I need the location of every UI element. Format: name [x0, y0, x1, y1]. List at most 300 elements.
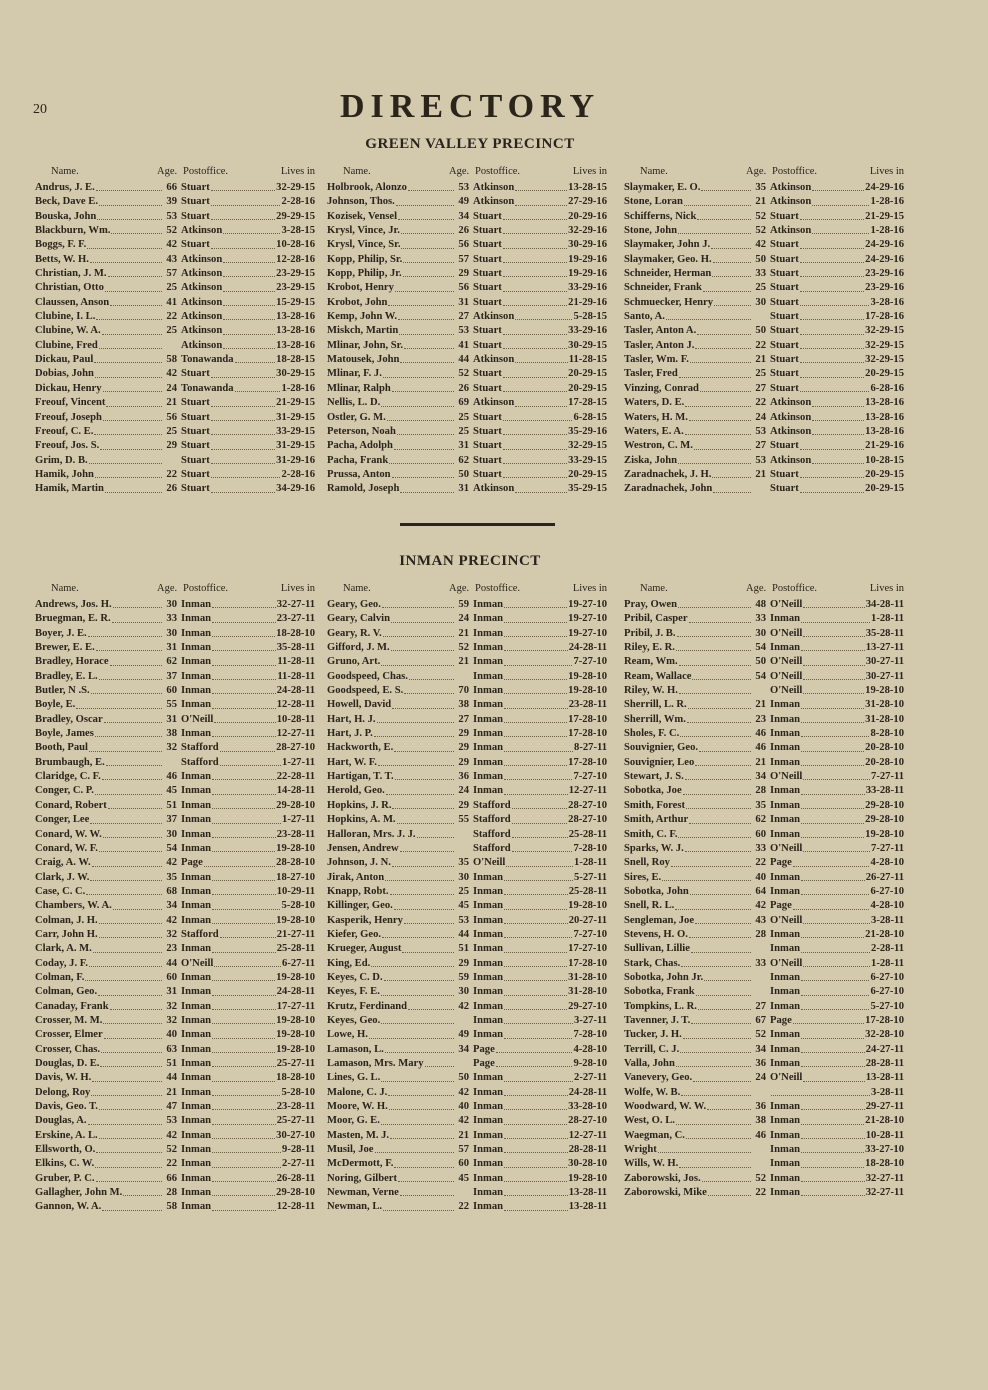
- entry-postoffice: Page: [770, 1014, 792, 1026]
- entry-postoffice: Inman: [770, 642, 801, 654]
- name-age: [624, 914, 766, 928]
- entry-postoffice: Stuart: [770, 239, 799, 251]
- entry-age: 53: [166, 210, 177, 222]
- name-age: [624, 339, 766, 353]
- entry-postoffice: Inman: [770, 1115, 801, 1127]
- postoffice-lives: [177, 871, 315, 885]
- entry-postoffice: O'Neill: [770, 670, 803, 682]
- entry-age: [455, 670, 469, 684]
- directory-entry: [35, 741, 315, 755]
- postoffice-lives: [766, 928, 904, 942]
- name-age: [35, 842, 177, 856]
- dot-leader: [395, 281, 454, 291]
- directory-entry: [35, 1100, 315, 1114]
- directory-entry: [35, 670, 315, 684]
- entry-lives-in: 13-28-11: [568, 1187, 607, 1199]
- entry-lives-in: 32-27-11: [865, 1172, 904, 1184]
- dot-leader: [392, 698, 454, 708]
- header-name: Name.: [51, 583, 79, 594]
- name-age: [327, 1157, 469, 1171]
- entry-name: Brewer, E. E.: [35, 642, 95, 654]
- entry-postoffice: Inman: [181, 1201, 212, 1213]
- directory-entry: [327, 655, 607, 669]
- dot-leader: [712, 267, 751, 277]
- name-age: [35, 756, 177, 770]
- name-age: [327, 1057, 469, 1071]
- entry-name: Colman, F.: [35, 971, 85, 983]
- dot-leader: [683, 784, 751, 794]
- postoffice-lives: [177, 468, 315, 482]
- entry-postoffice: Inman: [473, 1144, 504, 1156]
- entry-postoffice: Inman: [473, 642, 504, 654]
- name-age: [35, 899, 177, 913]
- entry-lives-in: 17-28-10: [568, 957, 607, 969]
- directory-entry: [35, 281, 315, 295]
- dot-leader: [110, 1000, 162, 1010]
- dot-leader: [392, 468, 454, 478]
- directory-entry: [624, 296, 904, 310]
- entry-name: West, O. L.: [624, 1115, 675, 1127]
- entry-postoffice: Atkinson: [181, 225, 223, 237]
- dot-leader: [803, 684, 864, 694]
- directory-entry: [624, 1157, 904, 1171]
- entry-name: Mlinar, John, Sr.: [327, 339, 404, 351]
- dot-leader: [211, 367, 275, 377]
- entry-age: 38: [458, 699, 469, 711]
- postoffice-lives: [469, 842, 607, 856]
- dot-leader: [212, 655, 276, 665]
- dot-leader: [707, 1100, 751, 1110]
- entry-age: 38: [166, 728, 177, 740]
- name-age: [327, 1129, 469, 1143]
- header-age: Age.: [449, 166, 470, 177]
- entry-name: Bruegman, E. R.: [35, 613, 111, 625]
- dot-leader: [212, 871, 275, 881]
- postoffice-lives: [177, 482, 315, 496]
- dot-leader: [212, 942, 276, 952]
- section-title-inman: INMAN PRECINCT: [399, 553, 541, 569]
- entry-name: Schmuecker, Henry: [624, 296, 714, 308]
- directory-entry: [35, 411, 315, 425]
- dot-leader: [504, 698, 568, 708]
- entry-postoffice: Inman: [181, 1072, 212, 1084]
- entry-name: Case, C. C.: [35, 885, 86, 897]
- entry-age: [752, 971, 766, 985]
- entry-age: 53: [458, 325, 469, 337]
- name-age: [327, 195, 469, 209]
- entry-postoffice: Stuart: [770, 468, 799, 480]
- entry-name: Geary, R. V.: [327, 627, 382, 639]
- dot-leader: [695, 914, 751, 924]
- entry-lives-in: 19-28-10: [276, 971, 315, 983]
- dot-leader: [212, 770, 276, 780]
- header-postoffice: Postoffice.: [183, 166, 229, 177]
- entry-lives-in: 31-29-16: [276, 454, 315, 466]
- directory-entry: [624, 482, 904, 496]
- directory-entry: [35, 756, 315, 770]
- dot-leader: [404, 914, 454, 924]
- dot-leader: [90, 253, 162, 263]
- directory-entry: [624, 439, 904, 453]
- dot-leader: [220, 928, 276, 938]
- directory-entry: [327, 799, 607, 813]
- dot-leader: [390, 885, 454, 895]
- entry-postoffice: Inman: [770, 1058, 801, 1069]
- postoffice-lives: [766, 224, 904, 238]
- entry-postoffice: Inman: [473, 1129, 504, 1141]
- name-age: [35, 828, 177, 842]
- entry-name: Moor, G. E.: [327, 1115, 380, 1127]
- entry-lives-in: 17-28-10: [568, 728, 607, 740]
- dot-leader: [515, 310, 572, 320]
- entry-postoffice: Inman: [181, 842, 212, 854]
- entry-age: 41: [458, 339, 469, 351]
- entry-name: Grim, D. B.: [35, 454, 88, 466]
- entry-age: 60: [458, 1158, 469, 1170]
- name-age: [327, 856, 469, 870]
- dot-leader: [800, 439, 864, 449]
- dot-leader: [504, 1157, 567, 1167]
- dot-leader: [104, 713, 162, 723]
- dot-leader: [503, 296, 567, 306]
- name-age: [35, 1071, 177, 1085]
- name-age: [35, 324, 177, 338]
- postoffice-lives: [766, 1086, 904, 1100]
- entry-name: Ramold, Joseph: [327, 483, 400, 495]
- dot-leader: [801, 1129, 865, 1139]
- entry-age: 25: [755, 368, 766, 380]
- name-age: [327, 425, 469, 439]
- directory-entry: [327, 425, 607, 439]
- name-age: [35, 339, 177, 353]
- dot-leader: [113, 598, 162, 608]
- dot-leader: [223, 324, 275, 334]
- entry-name: Coday, J. F.: [35, 957, 88, 969]
- dot-leader: [101, 1043, 162, 1053]
- dot-leader: [691, 1014, 751, 1024]
- dot-leader: [99, 914, 162, 924]
- dot-leader: [212, 985, 276, 995]
- header-name: Name.: [51, 166, 79, 177]
- entry-postoffice: Inman: [770, 785, 801, 797]
- entry-postoffice: Atkinson: [473, 483, 515, 495]
- entry-name: Crosser, Chas.: [35, 1043, 101, 1055]
- entry-age: 37: [166, 670, 177, 682]
- postoffice-lives: [177, 670, 315, 684]
- entry-age: 45: [458, 1172, 469, 1184]
- dot-leader: [803, 770, 870, 780]
- entry-lives-in: 17-27-11: [276, 1000, 315, 1012]
- entry-postoffice: Stuart: [181, 468, 210, 480]
- directory-entry: [35, 353, 315, 367]
- directory-entry: [35, 238, 315, 252]
- dot-leader: [503, 253, 567, 263]
- dot-leader: [801, 942, 870, 952]
- page-title: DIRECTORY: [340, 88, 600, 125]
- entry-lives-in: 11-28-11: [277, 670, 315, 682]
- directory-entry: [624, 799, 904, 813]
- directory-entry: [327, 310, 607, 324]
- postoffice-lives: [469, 684, 607, 698]
- dot-leader: [392, 382, 454, 392]
- entry-age: 52: [755, 225, 766, 237]
- header-postoffice: Postoffice.: [475, 166, 521, 177]
- entry-lives-in: 32-29-15: [568, 440, 607, 452]
- dot-leader: [88, 627, 162, 637]
- directory-entry: [624, 411, 904, 425]
- entry-lives-in: 18-28-15: [276, 354, 315, 366]
- postoffice-lives: [469, 727, 607, 741]
- entry-age: 40: [458, 1101, 469, 1113]
- postoffice-lives: [177, 756, 315, 770]
- dot-leader: [91, 684, 162, 694]
- dot-leader: [235, 382, 281, 392]
- entry-age: 25: [166, 282, 177, 294]
- dot-leader: [801, 828, 864, 838]
- dot-leader: [699, 741, 751, 751]
- entry-postoffice: Stuart: [770, 296, 799, 308]
- entry-age: 22: [755, 1187, 766, 1199]
- entry-lives-in: 20-29-15: [865, 468, 904, 480]
- dot-leader: [800, 353, 864, 363]
- entry-lives-in: 28-28-11: [865, 1058, 904, 1069]
- dot-leader: [689, 612, 751, 622]
- entry-name: Dobias, John: [35, 368, 94, 380]
- entry-age: 54: [755, 670, 766, 682]
- entry-name: Elkins, C. W.: [35, 1158, 95, 1170]
- entry-name: Hamik, John: [35, 468, 94, 480]
- entry-postoffice: Stafford: [181, 756, 219, 768]
- entry-postoffice: Stuart: [473, 268, 502, 280]
- directory-entry: [327, 928, 607, 942]
- dot-leader: [771, 1086, 870, 1096]
- entry-name: Sengleman, Joe: [624, 914, 695, 926]
- entry-lives-in: 28-28-10: [276, 857, 315, 869]
- name-age: [35, 1014, 177, 1028]
- dot-leader: [212, 1114, 276, 1124]
- postoffice-lives: [177, 1129, 315, 1143]
- name-age: [327, 210, 469, 224]
- dot-leader: [704, 971, 751, 981]
- dot-leader: [212, 1057, 276, 1067]
- postoffice-lives: [177, 885, 315, 899]
- entry-postoffice: Inman: [181, 871, 212, 883]
- name-age: [624, 727, 766, 741]
- directory-entry: [327, 1100, 607, 1114]
- dot-leader: [803, 598, 864, 608]
- name-age: [327, 828, 469, 842]
- entry-name: Vanevery, Geo.: [624, 1072, 693, 1084]
- entry-postoffice: Inman: [770, 986, 801, 998]
- directory-entry: [35, 1057, 315, 1071]
- entry-age: 70: [458, 685, 469, 697]
- entry-lives-in: 5-27-10: [870, 1000, 904, 1012]
- dot-leader: [683, 1028, 751, 1038]
- dot-leader: [800, 267, 864, 277]
- entry-age: 59: [458, 971, 469, 983]
- dot-leader: [801, 985, 869, 995]
- entry-lives-in: 10-28-11: [865, 1129, 904, 1141]
- directory-entry: [35, 324, 315, 338]
- name-age: [624, 770, 766, 784]
- entry-postoffice: Inman: [473, 613, 504, 625]
- dot-leader: [515, 396, 567, 406]
- entry-name: Andrus, J. E.: [35, 182, 95, 193]
- entry-age: 28: [755, 785, 766, 797]
- dot-leader: [678, 598, 751, 608]
- name-age: [327, 914, 469, 928]
- postoffice-lives: [766, 828, 904, 842]
- entry-postoffice: Inman: [473, 957, 504, 969]
- entry-age: 31: [458, 296, 469, 308]
- dot-leader: [97, 210, 162, 220]
- dot-leader: [392, 799, 454, 809]
- entry-lives-in: 33-29-15: [568, 454, 607, 466]
- entry-name: Tasler, Fred: [624, 368, 678, 380]
- name-age: [624, 627, 766, 641]
- entry-age: 28: [755, 928, 766, 940]
- dot-leader: [690, 885, 751, 895]
- entry-postoffice: Stuart: [473, 425, 502, 437]
- entry-lives-in: 29-28-10: [276, 1187, 315, 1199]
- postoffice-lives: [469, 1071, 607, 1085]
- entry-postoffice: Stuart: [181, 454, 210, 466]
- dot-leader: [504, 1129, 568, 1139]
- dot-leader: [812, 425, 864, 435]
- entry-postoffice: O'Neill: [770, 957, 803, 969]
- name-age: [624, 598, 766, 612]
- entry-age: 32: [166, 1000, 177, 1012]
- directory-column: [35, 583, 315, 1215]
- entry-age: 32: [166, 1014, 177, 1026]
- dot-leader: [212, 627, 275, 637]
- entry-lives-in: 17-28-16: [865, 311, 904, 323]
- dot-leader: [95, 727, 162, 737]
- entry-age: 24: [755, 1072, 766, 1084]
- entry-postoffice: Page: [181, 857, 203, 869]
- entry-age: 46: [166, 771, 177, 783]
- dot-leader: [685, 770, 751, 780]
- dot-leader: [385, 871, 454, 881]
- directory-entry: [624, 871, 904, 885]
- entry-lives-in: 1-28-16: [870, 196, 904, 208]
- entry-lives-in: 20-29-15: [865, 368, 904, 380]
- postoffice-lives: [766, 627, 904, 641]
- entry-age: 42: [755, 900, 766, 912]
- dot-leader: [96, 641, 162, 651]
- postoffice-lives: [469, 310, 607, 324]
- name-age: [327, 1014, 469, 1028]
- entry-age: 42: [166, 1129, 177, 1141]
- dot-leader: [803, 957, 870, 967]
- entry-name: Sullivan, Lillie: [624, 943, 690, 955]
- dot-leader: [214, 957, 281, 967]
- postoffice-lives: [177, 253, 315, 267]
- entry-lives-in: 29-29-15: [276, 210, 315, 222]
- entry-name: Ream, Wm.: [624, 656, 678, 668]
- dot-leader: [812, 195, 869, 205]
- header-lives-in: Lives in: [572, 166, 607, 177]
- directory-entry: [35, 367, 315, 381]
- header-postoffice: Postoffice.: [475, 583, 521, 594]
- entry-postoffice: Inman: [473, 742, 504, 754]
- entry-postoffice: Atkinson: [473, 397, 515, 409]
- entry-age: 31: [458, 483, 469, 495]
- name-age: [327, 1000, 469, 1014]
- directory-entry: [624, 1071, 904, 1085]
- postoffice-lives: [766, 842, 904, 856]
- entry-postoffice: Stuart: [181, 239, 210, 251]
- entry-name: Lines, G. L.: [327, 1072, 381, 1084]
- entry-name: Tompkins, L. R.: [624, 1000, 697, 1012]
- directory-entry: [327, 598, 607, 612]
- directory-entry: [624, 727, 904, 741]
- postoffice-lives: [766, 985, 904, 999]
- dot-leader: [99, 195, 162, 205]
- dot-leader: [496, 1043, 573, 1053]
- dot-leader: [212, 1043, 275, 1053]
- entry-name: Boyle, E.: [35, 699, 76, 711]
- name-age: [35, 454, 177, 468]
- entry-lives-in: 2-27-11: [282, 1158, 315, 1170]
- name-age: [35, 957, 177, 971]
- entry-age: 35: [755, 182, 766, 193]
- postoffice-lives: [177, 971, 315, 985]
- dot-leader: [211, 439, 275, 449]
- postoffice-lives: [469, 928, 607, 942]
- entry-lives-in: 13-28-16: [276, 325, 315, 337]
- postoffice-lives: [469, 425, 607, 439]
- postoffice-lives: [766, 1000, 904, 1014]
- entry-lives-in: 18-28-10: [276, 1072, 315, 1084]
- name-age: [35, 985, 177, 999]
- directory-entry: [35, 713, 315, 727]
- entry-name: Geary, Geo.: [327, 599, 381, 610]
- entry-lives-in: 2-28-16: [281, 468, 315, 480]
- entry-postoffice: O'Neill: [770, 914, 803, 926]
- name-age: [624, 367, 766, 381]
- entry-age: 21: [755, 196, 766, 208]
- directory-entry: [327, 756, 607, 770]
- entry-name: Waters, D. E.: [624, 397, 685, 409]
- entry-age: 21: [458, 1129, 469, 1141]
- entry-name: Geary, Calvin: [327, 613, 390, 625]
- entry-lives-in: 19-28-10: [276, 1043, 315, 1055]
- directory-entry: [624, 310, 904, 324]
- postoffice-lives: [177, 367, 315, 381]
- postoffice-lives: [177, 1000, 315, 1014]
- directory-entry: [624, 942, 904, 956]
- entry-age: [455, 1014, 469, 1028]
- entry-age: 43: [755, 914, 766, 926]
- entry-lives-in: 1-28-16: [281, 382, 315, 394]
- entry-postoffice: Inman: [770, 1000, 801, 1012]
- entry-postoffice: Stuart: [473, 411, 502, 423]
- entry-name: Souvignier, Leo: [624, 756, 695, 768]
- directory-entry: [624, 1129, 904, 1143]
- dot-leader: [212, 1014, 275, 1024]
- dot-leader: [223, 296, 275, 306]
- postoffice-lives: [177, 1186, 315, 1200]
- entry-name: Stone, Loran: [624, 196, 683, 208]
- postoffice-lives: [766, 957, 904, 971]
- entry-name: Sholes, F. C.: [624, 728, 680, 740]
- dot-leader: [684, 195, 751, 205]
- dot-leader: [504, 985, 567, 995]
- entry-age: [163, 756, 177, 770]
- name-age: [35, 655, 177, 669]
- directory-entry: [327, 727, 607, 741]
